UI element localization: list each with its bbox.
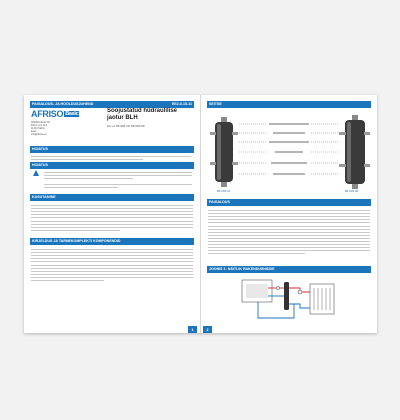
section-title: PAIGALDUS	[209, 200, 230, 204]
company-address	[31, 121, 109, 136]
section-title: JOONIS 1: NÄITLIK RAKENDUSNÄIDE	[209, 267, 275, 271]
section-header	[30, 162, 194, 169]
article-number: Art.-nr 86 003 10, 86 003 00	[107, 124, 145, 128]
logo-sub: Basic	[65, 111, 79, 117]
address-line: Pärnu mnt 123	[31, 124, 47, 127]
text-block	[31, 247, 193, 283]
section-title: KIRJELDUS JA TARNEKOMPLEKTI KOMPONENDID	[32, 239, 121, 243]
boiler-unit	[246, 284, 268, 298]
section-header	[207, 266, 371, 273]
pump-icon	[298, 290, 302, 294]
address-line: AFRISO Eesti OÜ	[31, 121, 51, 124]
warning-icon	[33, 170, 39, 176]
callout-labels	[269, 123, 309, 175]
text-block	[44, 170, 192, 190]
right-page	[201, 95, 377, 333]
page-number: 1	[188, 326, 197, 333]
installation-diagram	[238, 274, 340, 322]
hydraulic-separator	[284, 282, 289, 310]
left-page	[24, 95, 200, 333]
text-block	[31, 203, 193, 233]
header-title: PAIGALDUS- JA HOOLDUSJUHEND	[32, 102, 94, 106]
section-header	[30, 194, 194, 201]
address-line: info@afriso.ee	[31, 133, 47, 136]
valve-icon	[276, 286, 279, 289]
radiator	[314, 288, 330, 310]
hydraulic-separator-large	[339, 115, 370, 189]
page-number: 2	[203, 326, 212, 333]
section-title: HOIATUS	[32, 163, 48, 167]
header-bar	[30, 101, 194, 108]
address-line: 11314 Tallinn	[31, 127, 45, 130]
section-header	[30, 238, 194, 245]
section-title: KASUTAMINE	[32, 195, 56, 199]
dimension-label-left: 86 003 10	[217, 189, 231, 193]
document-spread	[24, 95, 377, 333]
hydraulic-separator-small	[210, 117, 238, 187]
section-title: HOIATUS	[32, 147, 48, 151]
header-title: SEITSE	[209, 102, 222, 106]
callout-lines	[239, 124, 339, 174]
dimension-label-right: 86 003 00	[345, 189, 359, 193]
section-header	[30, 146, 194, 153]
section-header	[207, 199, 371, 206]
document-code: EE2-0-15-11	[171, 102, 192, 106]
header-bar	[207, 101, 371, 108]
product-title: Soojustatud hüdraulilise jaotur BLH	[107, 108, 178, 121]
company-logo	[31, 109, 79, 119]
logo-text: AFRISO	[31, 109, 64, 119]
address-line: Eesti	[31, 130, 37, 133]
product-figure	[207, 112, 371, 194]
text-block	[208, 208, 370, 257]
